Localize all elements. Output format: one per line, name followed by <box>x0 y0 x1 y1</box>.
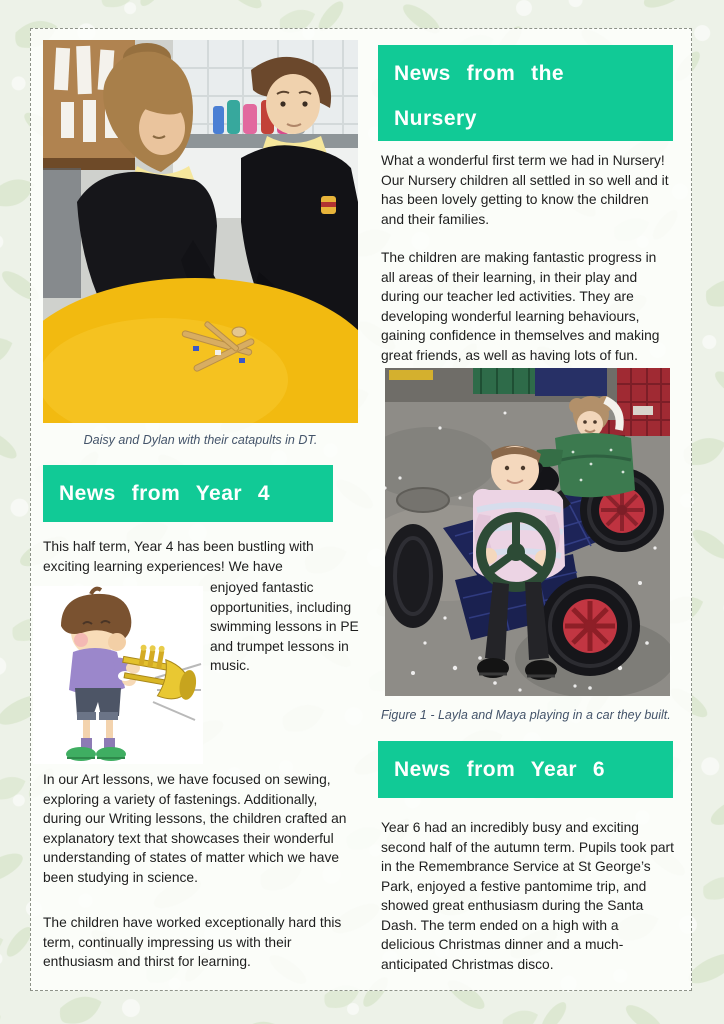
photo-crate-car-illustration <box>385 368 670 696</box>
nursery-paragraph-1: What a wonderful first term we had in Nursery! Our Nursery children all settled in so well and it has been lovely getting to know the children and their families. <box>381 153 669 227</box>
year6-paragraph: Year 6 had an incredibly busy and exciting second half of the autumn term. Pupils took part in the Remembrance Service at St George’s Park, enjoyed a festive pantomime trip, and showed great enthusiasm during the Santa Dash. The term ended on a high with a delicious Christmas dinner and a much-anticipated Christmas disco. <box>381 820 674 972</box>
year4-intro-text: This half term, Year 4 has been bustling with exciting learning experiences! We have <box>43 539 314 574</box>
year4-paragraph-art: In our Art lessons, we have focused on sewing, exploring a variety of fastenings. Additionally, during our Writing lessons, the children crafted an explanatory text that showcases their wonderful understanding of states of matter which we have been studying in science. <box>43 772 347 885</box>
figure-caption-crate-car: Figure 1 - Layla and Maya playing in a car they built. <box>381 708 671 722</box>
trumpet-boy-cartoon <box>33 586 203 764</box>
section-banner-nursery: News from the Nursery <box>378 45 673 141</box>
photo-catapults-illustration <box>43 40 358 423</box>
year4-paragraph-closing: The children have worked exceptionally hard this term, continually impressing us with their enthusiasm and thirst for learning. <box>43 915 342 969</box>
photo-catapults <box>43 40 358 423</box>
photo-caption-catapults: Daisy and Dylan with their catapults in DT. <box>83 433 318 447</box>
section-banner-year4: News from Year 4 <box>43 465 333 522</box>
year4-wrapped-text: enjoyed fantastic opportunities, including swimming lessons in PE and trumpet lessons in music. <box>210 580 359 673</box>
nursery-paragraph-2: The children are making fantastic progress in all areas of their learning, in their play and during our teacher led activities. They are developing wonderful learning behaviours, gaining confidence in themselves and making great friends, as well as having lots of fun. <box>381 250 660 363</box>
section-banner-year6: News from Year 6 <box>378 741 673 798</box>
photo-crate-car <box>385 368 670 696</box>
